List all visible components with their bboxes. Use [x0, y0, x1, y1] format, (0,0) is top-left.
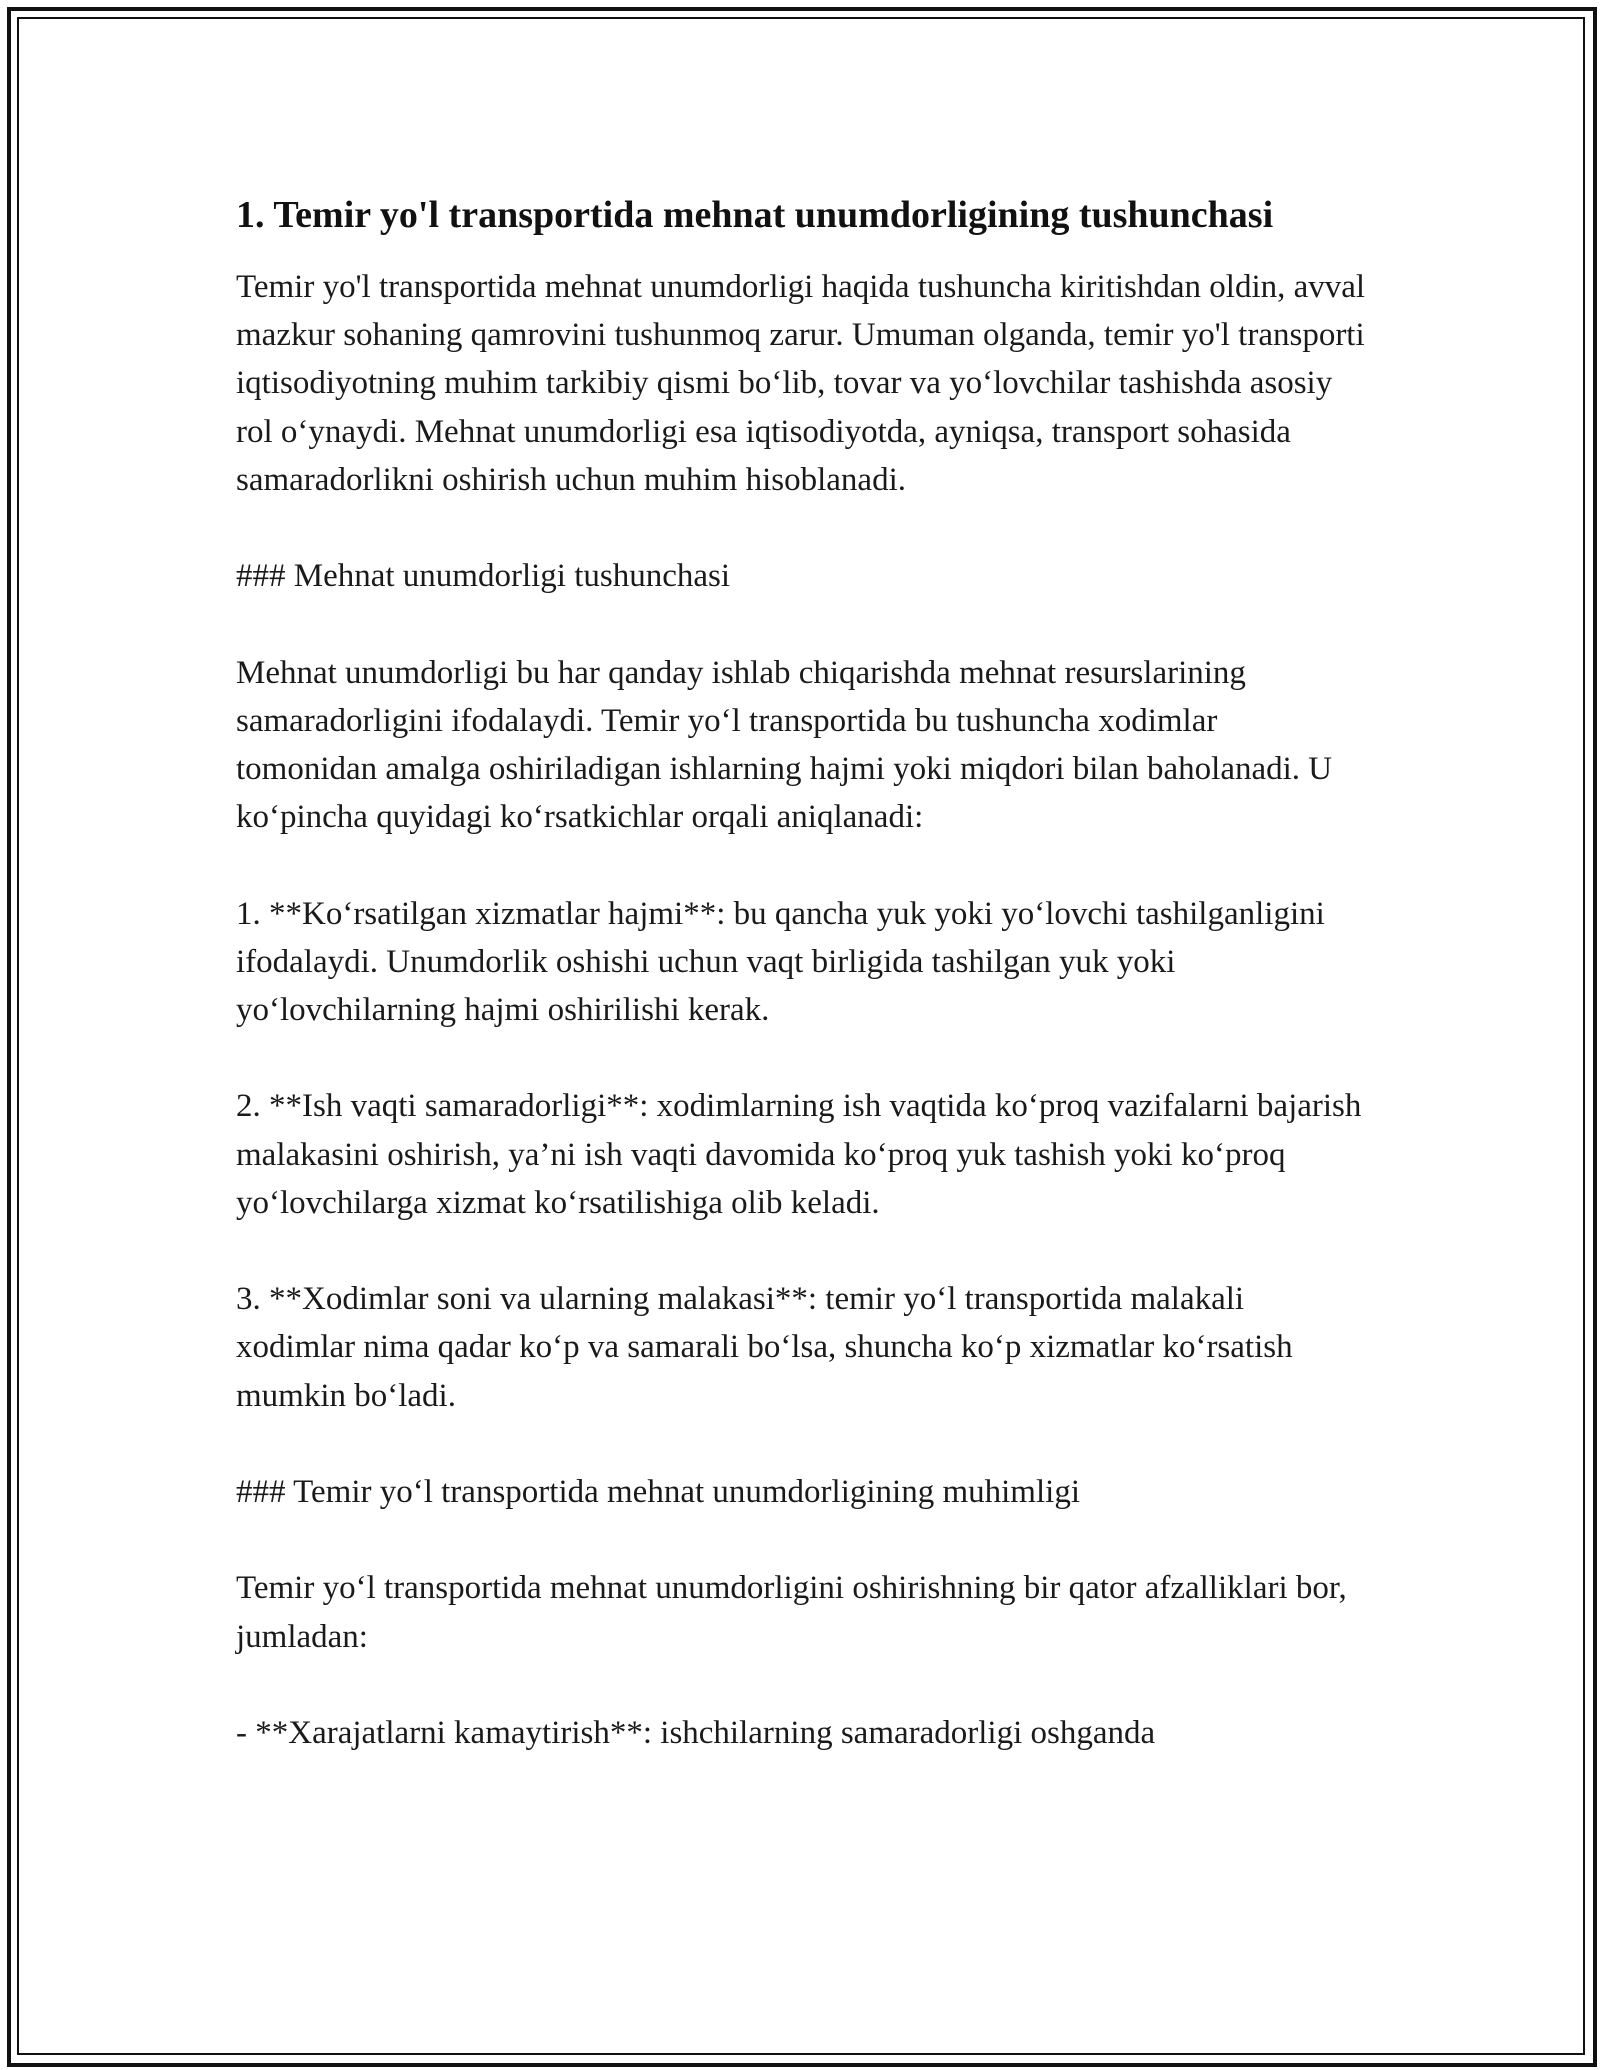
list-item-services-volume: 1. **Ko‘rsatilgan xizmatlar hajmi**: bu qancha yuk yoki yo‘lovchi tashilganligini ifodalaydi. Unumdorlik oshishi uchun vaqt birligida tashilgan yuk yoki yo‘lovchilarning hajmi oshirilishi kerak. [236, 895, 1334, 1028]
document-body [236, 188, 1374, 1757]
section-heading-importance: ### Temir yo‘l transportida mehnat unumdorligining muhimligi [236, 1473, 1080, 1510]
importance-paragraph: Temir yo‘l transportida mehnat unumdorligini oshirishning bir qator afzalliklari bor, jumladan: [236, 1570, 1356, 1655]
section-heading-concept: ### Mehnat unumdorligi tushunchasi [236, 558, 731, 595]
concept-paragraph: Mehnat unumdorligi bu har qanday ishlab chiqarishda mehnat resurslarining samaradorligini ifodalaydi. Temir yo‘l transportida bu tushuncha xodimlar tomonidan amalga oshiriladigan ishlarning hajmi yoki miqdori bilan baholanadi. U ko‘pincha quyidagi ko‘rsatkichlar orqali aniqlanadi: [236, 654, 1341, 836]
list-item-work-time-efficiency: 2. **Ish vaqti samaradorligi**: xodimlarning ish vaqtida ko‘proq vazifalarni bajarish malakasini oshirish, ya’ni ish vaqti davomida ko‘proq yuk tashish yoki ko‘proq yo‘lovchilarga xizmat ko‘rsatilishiga olib keladi. [236, 1088, 1370, 1221]
list-item-staff-qualification: 3. **Xodimlar soni va ularning malakasi**: temir yo‘l transportida malakali xodimlar nima qadar ko‘p va samarali bo‘lsa, shuncha ko‘p xizmatlar ko‘rsatish mumkin bo‘ladi. [236, 1281, 1301, 1414]
document-title: 1. Temir yo'l transportida mehnat unumdorligining tushunchasi [236, 194, 1274, 236]
intro-paragraph: Temir yo'l transportida mehnat unumdorligi haqida tushuncha kiritishdan oldin, avval mazkur sohaning qamrovini tushunmoq zarur. Umuman olganda, temir yo'l transporti iqtisodiyotning muhim tarkibiy qismi bo‘lib, tovar va yo‘lovchilar tashishda asosiy rol o‘ynaydi. Mehnat unumdorligi esa iqtisodiyotda, ayniqsa, transport sohasida samaradorlikni oshirish uchun muhim hisoblanadi. [236, 269, 1374, 498]
bullet-item-cost-reduction: - **Xarajatlarni kamaytirish**: ishchilarning samaradorligi oshganda [236, 1714, 1156, 1751]
